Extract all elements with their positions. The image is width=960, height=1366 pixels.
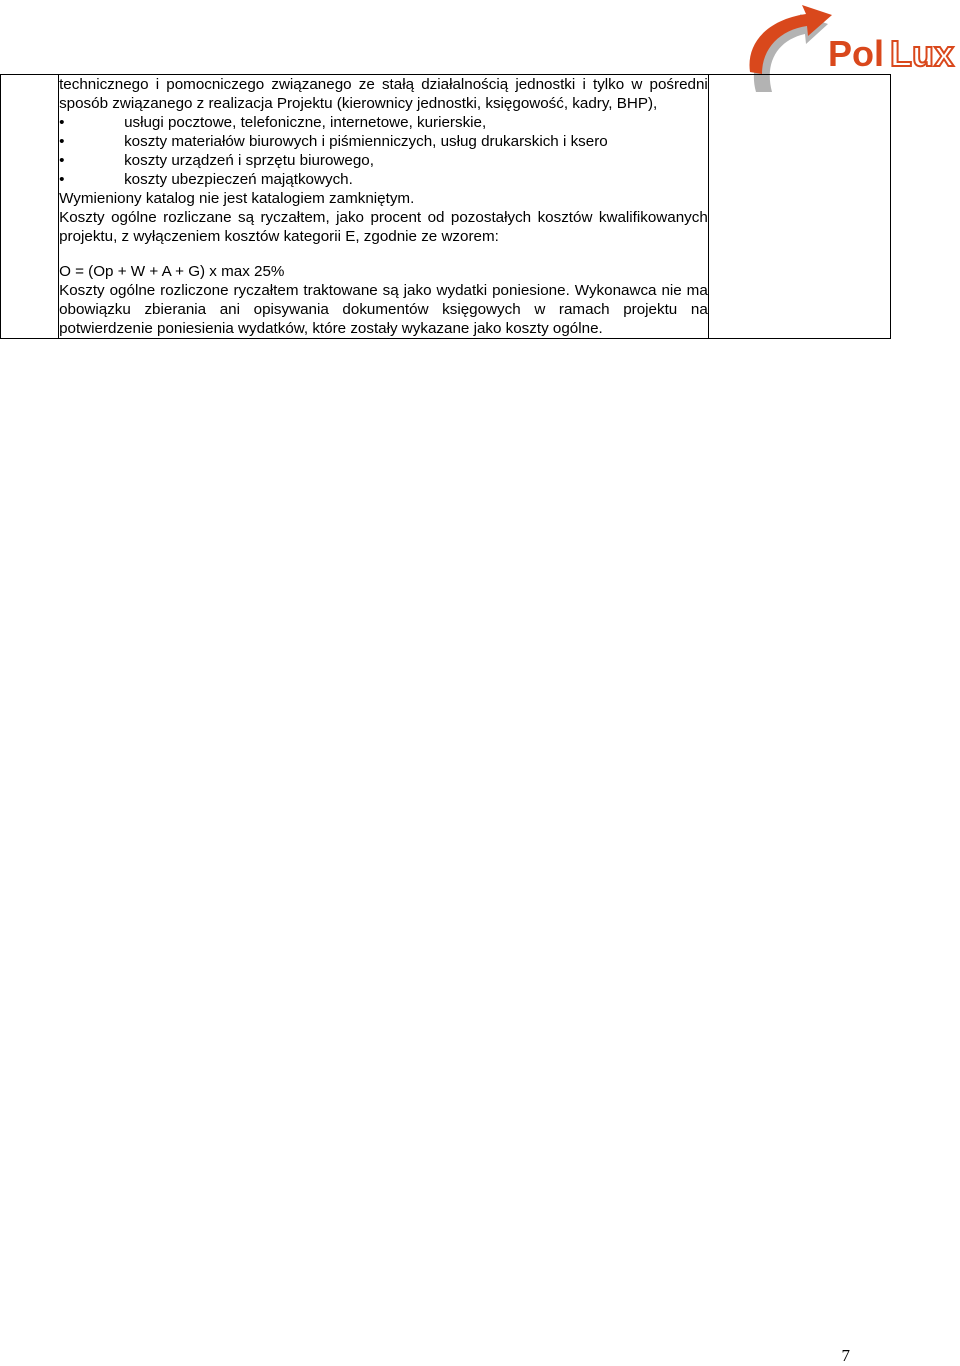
list-item (59, 113, 708, 132)
list-item-text: koszty ubezpieczeń majątkowych. (124, 171, 353, 188)
catalog-note: Wymieniony katalog nie jest katalogiem zamkniętym. (59, 190, 415, 207)
closing-text: Koszty ogólne rozliczone ryczałtem traktowane są jako wydatki poniesione. Wykonawca nie ma obowiązku zbierania ani opisywania dokumentów księgowych w ramach projektu na potwierdzenie poniesienia wydatków, które zostały wykazane jako koszty ogólne. (59, 282, 708, 337)
bullet-icon: • (59, 152, 65, 169)
bullet-icon: • (59, 114, 65, 131)
description-cell (59, 75, 709, 339)
table-row (1, 75, 891, 339)
amount-cell (708, 75, 890, 339)
logo-wordmark-pol: Pol (828, 33, 885, 74)
list-item-text: koszty materiałów biurowych i piśmienniczych, usług drukarskich i ksero (124, 133, 608, 150)
cost-table (0, 74, 891, 339)
list-item (59, 151, 708, 170)
cost-formula: O = (Op + W + A + G) x max 25% (59, 263, 285, 280)
list-item (59, 170, 708, 189)
logo-swoosh (749, 5, 832, 74)
list-item-text: koszty urządzeń i sprzętu biurowego, (124, 152, 374, 169)
bullet-icon: • (59, 171, 65, 188)
settlement-rule: Koszty ogólne rozliczane są ryczałtem, jako procent od pozostałych kosztów kwalifikowanych projektu, z wyłączeniem kosztów kategorii E, zgodnie ze wzorem: (59, 209, 708, 245)
intro-text: technicznego i pomocniczego związanego ze stałą działalnością jednostki i tylko w pośredni sposób związanego z realizacja Projektu (kierownicy jednostki, księgowość, kadry, BHP), (59, 76, 708, 112)
bullet-icon: • (59, 133, 65, 150)
lp-cell (1, 75, 59, 339)
page-number: 7 (841, 1346, 850, 1365)
logo-wordmark-lux: Lux (890, 33, 955, 74)
list-item (59, 132, 708, 151)
list-item-text: usługi pocztowe, telefoniczne, internetowe, kurierskie, (124, 114, 487, 131)
